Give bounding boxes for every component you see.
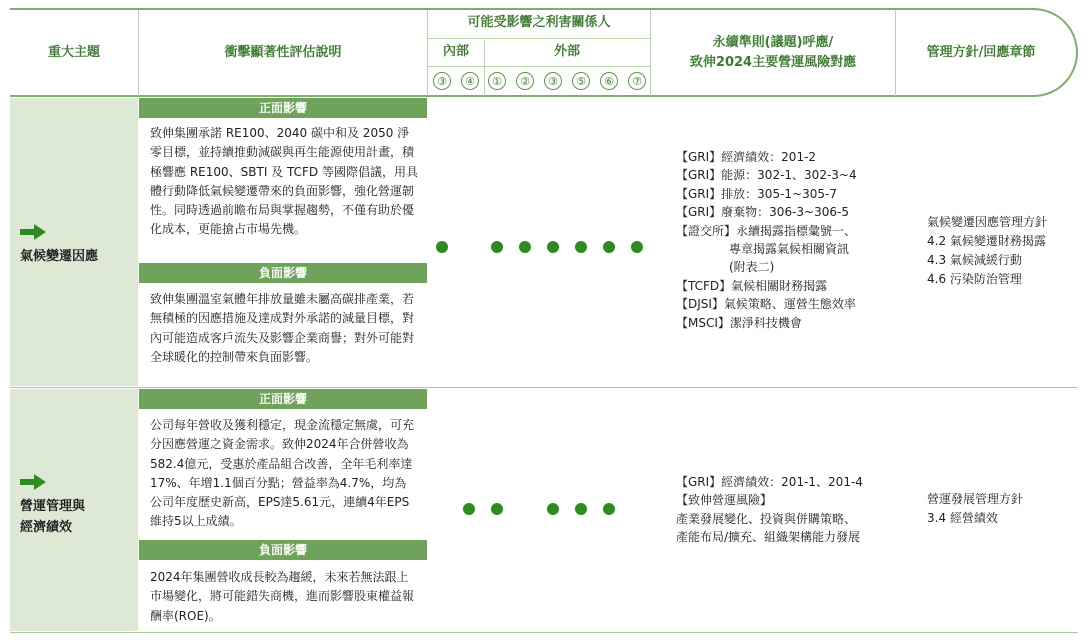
header-internal: 內部 (442, 44, 469, 59)
header-divider (427, 10, 428, 96)
positive-impact-text: 致伸集團承諾 RE100、2040 碳中和及 2050 淨零目標，並持續推動減碳與再生能源使用計畫，積極響應 RE100、SBTI 及 TCFD 等國際倡議，用具體行動降低氣候變遷帶來的負面影響，強化營運韌性。同時透過前瞻布局與掌握趨勢，不僅有助於優化成本，更能搶占市場先機。 (150, 126, 418, 237)
standard-item: 【TCFD】氣候相關財務揭露 (676, 278, 828, 293)
management-item: 4.2 氣候變遷財務揭露 (927, 234, 1046, 248)
standard-item: 專章揭露氣候相關資訊 (729, 242, 850, 257)
stakeholder-dot (547, 241, 559, 253)
stakeholder-number: ③ (433, 72, 451, 90)
standard-item: 產能布局/擴充、組織架構能力發展 (676, 530, 861, 545)
header-divider (484, 40, 485, 96)
standards-list-row2 (676, 473, 896, 547)
standard-item: 【GRI】經濟績效：201-1、201-4 (676, 475, 863, 489)
stakeholder-dot (519, 241, 531, 253)
header-impact-description: 衝擊顯著性評估說明 (224, 44, 342, 60)
standard-item: 【GRI】經濟績效：201-2 (676, 150, 817, 164)
arrow-right-icon (20, 474, 46, 490)
header-divider (428, 38, 650, 39)
stakeholder-dot (603, 241, 615, 253)
negative-impact-text: 2024年集團營收成長較為趨緩，未來若無法跟上市場變化，將可能錯失商機，進而影響股東權益報酬率(ROE)。 (150, 570, 415, 623)
standard-item: 【MSCI】潔淨科技機會 (676, 315, 802, 330)
stakeholder-number: ⑦ (628, 72, 646, 90)
stakeholder-dot (491, 503, 503, 515)
standard-item: 【GRI】能源：302-1、302-3~4 (676, 168, 857, 183)
stakeholder-number: ① (488, 72, 506, 90)
header-major-topic: 重大主題 (47, 44, 100, 60)
management-item: 氣候變遷因應管理方針 (927, 215, 1048, 229)
stakeholder-dot (547, 503, 559, 515)
positive-impact-band: 正面影響 (139, 389, 427, 409)
negative-impact-band: 負面影響 (139, 540, 427, 560)
header-external: 外部 (553, 44, 580, 59)
management-item: 4.3 氣候減緩行動 (927, 253, 1022, 267)
topic-climate (20, 224, 98, 276)
standard-item: 產業發展變化、投資與併購策略、 (676, 511, 857, 526)
negative-impact-band: 負面影響 (139, 263, 427, 283)
standard-item: 【GRI】排放：305-1~305-7 (676, 186, 837, 201)
standard-item: 【DJSI】氣候策略、運營生態效率 (676, 297, 856, 312)
management-list-row1 (927, 213, 1077, 289)
standard-item: 【GRI】廢棄物：306-3~306-5 (676, 205, 849, 220)
header-divider (428, 66, 650, 67)
topic-title-line2: 經濟績效 (20, 520, 73, 535)
standard-item: 【證交所】永續揭露指標彙號一、 (676, 223, 857, 238)
management-item: 營運發展管理方針 (927, 492, 1024, 506)
standard-item: 【致伸營運風險】 (676, 493, 773, 508)
stakeholder-number: ② (516, 72, 534, 90)
stakeholder-dot (463, 503, 475, 515)
arrow-right-icon (20, 224, 46, 240)
header-divider (650, 10, 651, 96)
stakeholder-number: ④ (461, 72, 479, 90)
standards-list-row1 (676, 148, 896, 332)
header-standards (651, 8, 895, 97)
header-management: 管理方針/回應章節 (926, 44, 1036, 60)
row-separator (10, 387, 1078, 388)
management-item: 3.4 經營績效 (927, 511, 998, 525)
stakeholder-number: ③ (544, 72, 562, 90)
negative-impact-text: 致伸集團溫室氣體年排放量雖未屬高碳排產業，若無積極的因應措施及達成對外承諾的減量目標，對內可能造成客戶流失及影響企業商譽；對外可能對全球暖化的控制帶來負面影響。 (150, 292, 415, 364)
positive-impact-text: 公司每年營收及獲利穩定，現金流穩定無虞，可充分因應營運之資金需求。致伸2024年合併營收為582.4億元，受惠於產品組合改善，全年毛利率達17%、年增1.1個百分點；營益率為4.7%，均為公司年度歷史新高，EPS達5.61元，連續4年EPS維持5以上成績。 (150, 418, 415, 529)
header-standards-line1: 永續準則(議題)呼應/ (712, 34, 834, 50)
stakeholder-number: ⑥ (600, 72, 618, 90)
stakeholder-dot (603, 503, 615, 515)
header-divider (138, 10, 139, 96)
stakeholder-dot (491, 241, 503, 253)
row-separator (10, 632, 1078, 633)
stakeholder-dot (575, 241, 587, 253)
management-list-row2 (927, 490, 1077, 528)
header-standards-line2: 致伸2024主要營運風險對應 (689, 54, 857, 70)
stakeholder-dot (436, 241, 448, 253)
standard-item: (附表二) (729, 260, 775, 275)
stakeholder-number: ⑤ (572, 72, 590, 90)
topic-operations (20, 474, 85, 540)
topic-title-line1: 營運管理與 (20, 499, 86, 514)
positive-impact-band: 正面影響 (139, 98, 427, 118)
topic-title: 氣候變遷因應 (20, 249, 99, 264)
stakeholder-dot (575, 503, 587, 515)
header-stakeholders: 可能受影響之利害關係人 (467, 15, 611, 30)
header-divider (895, 10, 896, 96)
stakeholder-dot (631, 241, 643, 253)
management-item: 4.6 污染防治管理 (927, 272, 1022, 286)
